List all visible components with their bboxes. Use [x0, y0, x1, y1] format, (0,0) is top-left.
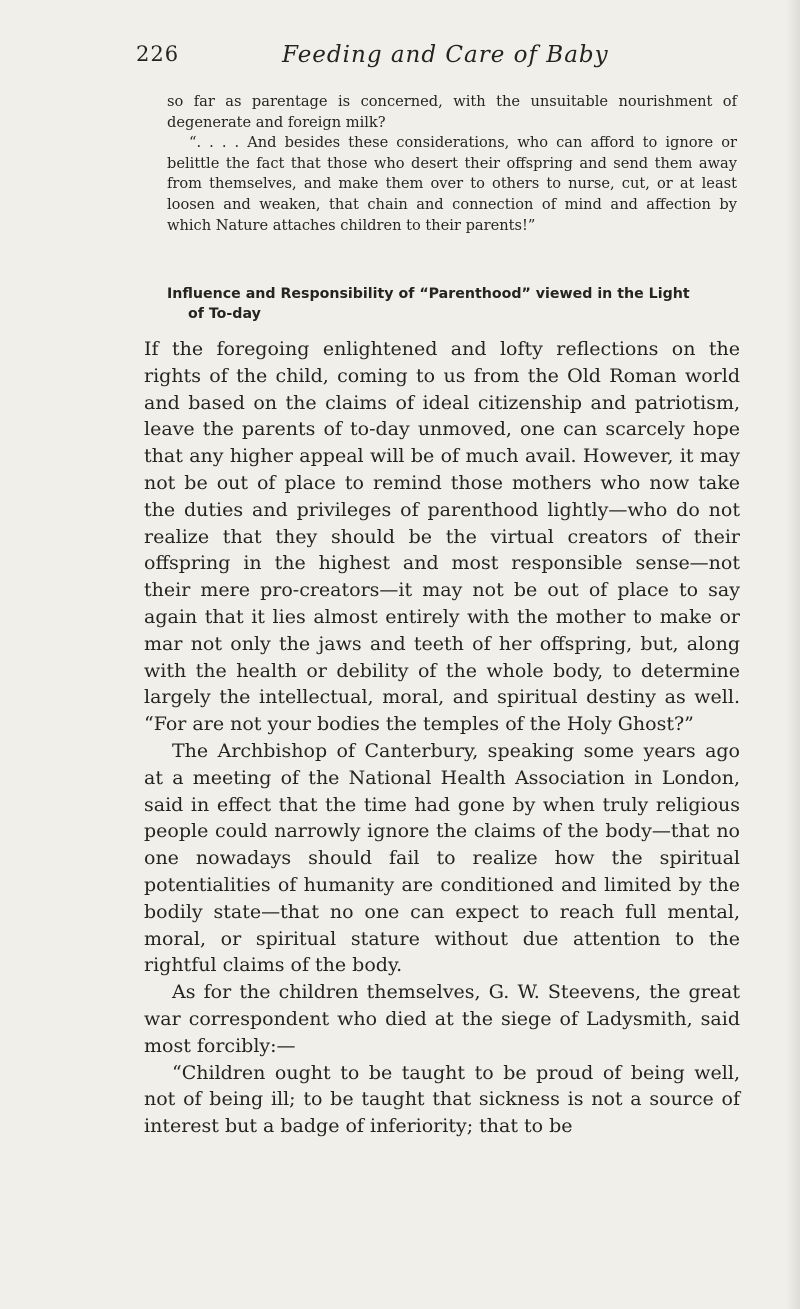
- section-heading: [167, 284, 767, 324]
- page-edge-shadow: [786, 0, 800, 1309]
- section-heading-line: of To-day: [188, 306, 261, 322]
- body-text: [144, 336, 740, 1140]
- paragraph: As for the children themselves, G. W. Steevens, the great war correspondent who died at the siege of Ladysmith, said most forcibly:—: [144, 981, 740, 1057]
- running-title: Feeding and Care of Baby: [282, 42, 609, 68]
- paragraph: “. . . . And besides these considerations, who can afford to ignore or belittle the fact that those who desert their offspring and send them away from themselves, and make them over to others to nurse, cut, or at least loosen and weaken, that chain and connection of mind and affection by which Nature attaches children to their parents!”: [167, 134, 737, 234]
- paragraph: The Archbishop of Canterbury, speaking some years ago at a meeting of the National Health Association in London, said in effect that the time had gone by when truly religious people could narrowly ignore the claims of the body—that no one nowadays should fail to realize how the spiritual potentialities of humanity are conditioned and limited by the bodily state—that no one can expect to reach full mental, moral, or spiritual stature without due attention to the rightful claims of the body.: [144, 739, 740, 977]
- section-heading-line: Influence and Responsibility of “Parenthood” viewed in the Light: [167, 286, 690, 302]
- page-number: 226: [136, 42, 180, 66]
- page-header: [136, 42, 736, 76]
- quoted-passage: [167, 92, 737, 236]
- paragraph: “Children ought to be taught to be proud of being well, not of being ill; to be taught that sickness is not a source of interest but a badge of inferiority; that to be: [144, 1061, 740, 1138]
- paragraph: so far as parentage is concerned, with the unsuitable nourishment of degenerate and foreign milk?: [167, 93, 737, 131]
- paragraph: If the foregoing enlightened and lofty reflections on the rights of the child, coming to us from the Old Roman world and based on the claims of ideal citizenship and patriotism, leave the parents of to-day unmoved, one can scarcely hope that any higher appeal will be of much avail. However, it may not be out of place to remind those mothers who now take the duties and privileges of parenthood lightly—who do not realize that they should be the virtual creators of their offspring in the highest and most responsible sense—not their mere pro-creators—it may not be out of place to say again that it lies almost entirely with the mother to make or mar not only the jaws and teeth of her offspring, but, along with the health or debility of the whole body, to determine largely the intellectual, moral, and spiritual destiny as well. “For are not your bodies the temples of the Holy Ghost?”: [144, 338, 740, 736]
